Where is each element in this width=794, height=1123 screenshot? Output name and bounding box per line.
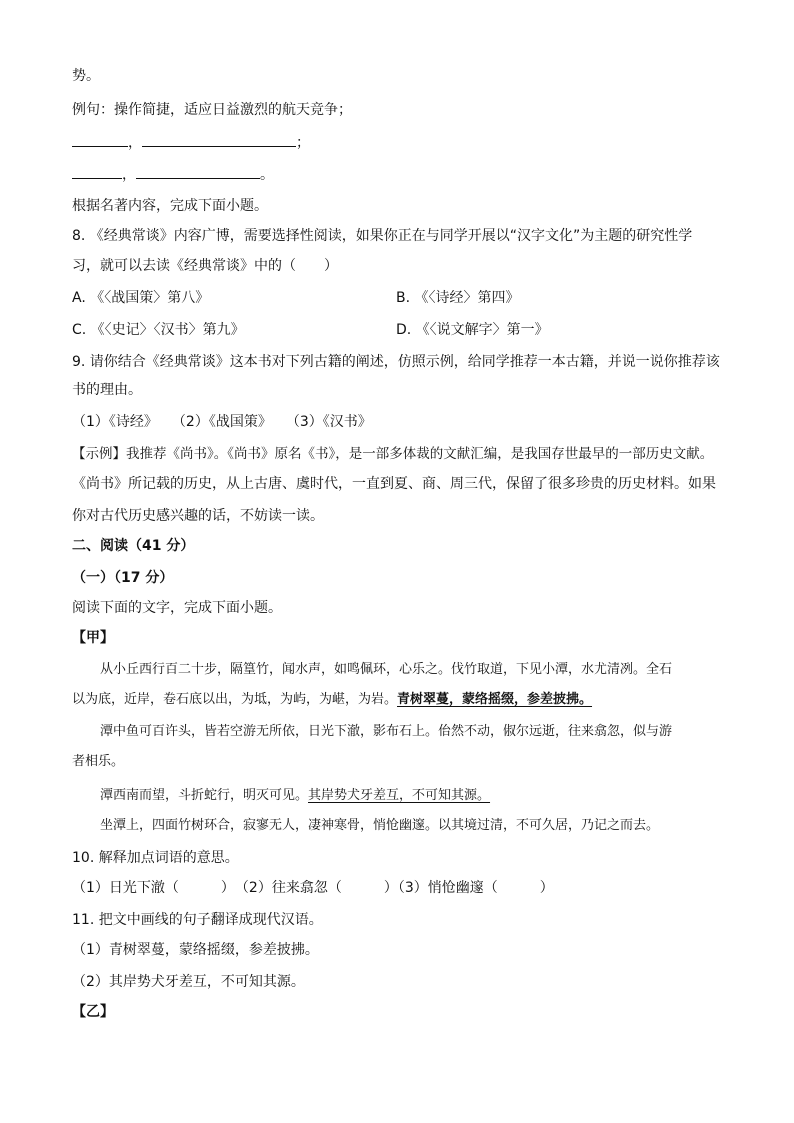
answer-line-2 — [72, 164, 274, 185]
passage-line: 潭中鱼可百许头，皆若空游无所依，日光下澈，影布石上。佁然不动，俶尔远逝，往来翕忽，似与游 — [100, 724, 673, 739]
reading-instruction: 阅读下面的文字，完成下面小题。 — [72, 600, 282, 616]
question-8: 8. 《经典常谈》内容广博，需要选择性阅读，如果你正在与同学开展以“汉字文化”为主题的研究性学 — [72, 228, 693, 244]
underlined-sentence: 其岸势犬牙差互，不可知其源。 — [308, 788, 491, 803]
passage-text: 潭西南而望，斗折蛇行，明灭可见。 — [100, 788, 309, 803]
option-d[interactable]: D. 《〈说文解字〉第一》 — [396, 322, 549, 338]
option-c[interactable]: C. 《〈史记〉〈汉书〉第九》 — [72, 322, 245, 338]
passage-label-yi: 【乙】 — [72, 1004, 114, 1020]
passage-line: 从小丘西行百二十步，隔篁竹，闻水声，如鸣佩环，心乐之。伐竹取道，下见小潭，水尤清冽。全石 — [100, 662, 673, 677]
separator: ， — [128, 135, 142, 151]
question-9-options: （1）《诗经》 （2）《战国策》 （3）《汉书》 — [72, 414, 372, 430]
question-10: 10. 解释加点词语的意思。 — [72, 850, 239, 866]
question-11-item-1: （1）青树翠蔓，蒙络摇缀，参差披拂。 — [72, 942, 319, 958]
question-8-cont: 习，就可以去读《经典常谈》中的（ ） — [72, 258, 338, 274]
passage-line — [100, 786, 490, 806]
answer-line-1 — [72, 132, 310, 153]
underlined-sentence: 青树翠蔓，蒙络摇缀，参差披拂。 — [397, 692, 593, 707]
question-11-item-2: （2）其岸势犬牙差互，不可知其源。 — [72, 974, 305, 990]
passage-line — [72, 690, 592, 710]
passage-label-jia: 【甲】 — [72, 630, 114, 646]
subsection-heading: （一）（17 分） — [72, 570, 174, 586]
example-para-cont: 《尚书》所记载的历史，从上古唐、虞时代，一直到夏、商、周三代，保留了很多珍贵的历史材料。如果 — [72, 476, 716, 492]
separator: ， — [122, 167, 136, 183]
passage-line: 者相乐。 — [72, 754, 125, 769]
question-10-items: （1）日光下澈（ ） （2）往来翕忽（ ）（3）悄怆幽邃（ ） — [72, 880, 554, 896]
blank[interactable] — [136, 164, 260, 179]
example-sentence: 例句：操作简捷，适应日益激烈的航天竞争； — [72, 102, 352, 118]
text-line: 势。 — [72, 68, 100, 84]
passage-line: 坐潭上，四面竹树环合，寂寥无人，凄神寒骨，悄怆幽邃。以其境过清，不可久居，乃记之而去。 — [100, 818, 660, 833]
question-11: 11. 把文中画线的句子翻译成现代汉语。 — [72, 912, 323, 928]
instruction: 根据名著内容，完成下面小题。 — [72, 198, 268, 214]
example-para-end: 你对古代历史感兴趣的话，不妨读一读。 — [72, 508, 324, 524]
option-b[interactable]: B. 《〈诗经〉第四》 — [396, 290, 520, 306]
separator: 。 — [260, 167, 274, 183]
question-9: 9. 请你结合《经典常谈》这本书对下列古籍的阐述，仿照示例，给同学推荐一本古籍，并说一说你推荐该 — [72, 354, 720, 370]
blank[interactable] — [72, 132, 128, 147]
blank[interactable] — [72, 164, 122, 179]
option-a[interactable]: A. 《〈战国策〉第八》 — [72, 290, 210, 306]
question-9-cont: 书的理由。 — [72, 382, 142, 398]
separator: ； — [296, 135, 310, 151]
blank[interactable] — [142, 132, 296, 147]
passage-text: 以为底，近岸，卷石底以出，为坻，为屿，为嵁，为岩。 — [72, 692, 398, 707]
section-heading: 二、阅读（41 分） — [72, 538, 195, 554]
example-para: 【示例】我推荐《尚书》。《尚书》原名《书》，是一部多体裁的文献汇编，是我国存世最早的一部历史文献。 — [72, 446, 714, 462]
